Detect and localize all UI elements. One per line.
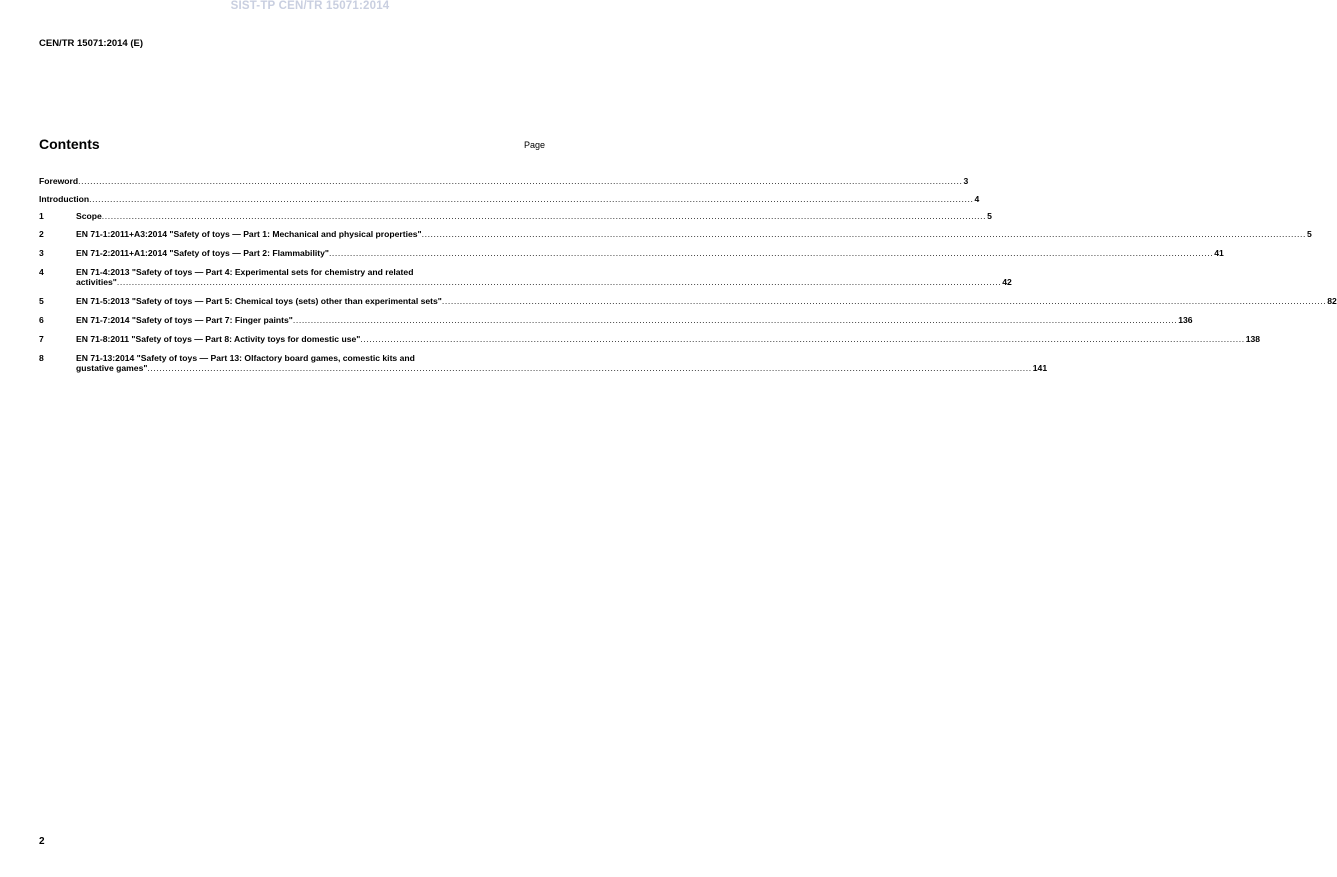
toc-entry-en71-5[interactable] <box>39 295 1337 315</box>
toc-entry-text: Scope <box>76 211 102 221</box>
toc-entry-page: 4 <box>974 193 980 204</box>
toc-entry-introduction[interactable] <box>39 193 980 212</box>
toc-entry-text-line1: EN 71-4:2013 "Safety of toys — Part 4: Experimental sets for chemistry and related <box>76 266 414 277</box>
toc-entry-text: Introduction <box>39 193 90 204</box>
toc-entry-number: 7 <box>39 333 44 344</box>
toc-entry-foreword[interactable] <box>39 176 969 194</box>
toc-entry-page: 41 <box>1214 247 1224 258</box>
toc-entry-page: 136 <box>1178 314 1193 325</box>
toc-entry-en71-13[interactable] <box>39 352 1048 382</box>
toc-entry-scope[interactable] <box>39 211 992 229</box>
document-id: CEN/TR 15071:2014 (E) <box>39 38 144 49</box>
toc-entry-number: 1 <box>39 211 44 221</box>
toc-entry-page: 5 <box>987 211 992 221</box>
toc-entry-en71-8[interactable] <box>39 333 1261 353</box>
toc-entry-en71-1[interactable] <box>39 228 1312 248</box>
toc-entry-text: EN 71-1:2011+A3:2014 "Safety of toys — Part 1: Mechanical and physical properties" <box>76 228 422 239</box>
toc-entry-text: Foreword <box>39 176 79 186</box>
page-column-label: Page <box>523 140 545 150</box>
toc-entry-text: EN 71-7:2014 "Safety of toys — Part 7: Finger paints" <box>76 314 293 325</box>
toc-entry-page: 138 <box>1245 333 1261 344</box>
table-of-contents <box>39 176 1337 382</box>
toc-entry-text: EN 71-5:2013 "Safety of toys — Part 5: Chemical toys (sets) other than experimental sets" <box>76 295 442 306</box>
toc-entry-text-line2: activities" <box>76 277 117 287</box>
toc-entry-number: 4 <box>39 266 44 277</box>
toc-entry-text-line1: EN 71-13:2014 "Safety of toys — Part 13: Olfactory board games, comestic kits and <box>76 352 415 363</box>
page-number: 2 <box>39 836 45 847</box>
toc-entry-page: 3 <box>963 176 969 186</box>
toc-entry-number: 3 <box>39 247 44 258</box>
toc-entry-en71-7[interactable] <box>39 314 1193 334</box>
toc-entry-number: 8 <box>39 352 44 363</box>
toc-entry-number: 6 <box>39 314 44 325</box>
toc-entry-page: 42 <box>1002 277 1012 287</box>
contents-title: Contents <box>39 136 100 152</box>
toc-entry-page: 141 <box>1032 363 1048 373</box>
toc-entry-text: EN 71-8:2011 "Safety of toys — Part 8: Activity toys for domestic use" <box>76 333 361 344</box>
toc-entry-number: 5 <box>39 295 44 306</box>
toc-entry-text: EN 71-2:2011+A1:2014 "Safety of toys — Part 2: Flammability" <box>76 247 329 258</box>
toc-entry-number: 2 <box>39 228 44 239</box>
toc-entry-text-line2: gustative games" <box>76 363 148 373</box>
toc-entry-page: 5 <box>1306 228 1312 239</box>
toc-entry-page: 82 <box>1327 295 1337 306</box>
toc-entry-en71-4[interactable] <box>39 266 1012 296</box>
toc-entry-en71-2[interactable] <box>39 247 1224 267</box>
watermark: SIST-TP CEN/TR 15071:2014 <box>230 0 390 12</box>
